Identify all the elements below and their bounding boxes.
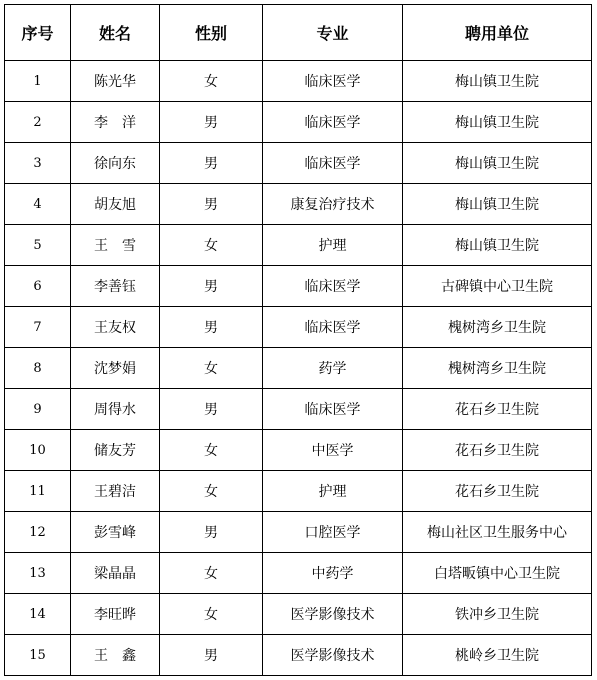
- table-row: [5, 266, 592, 307]
- table-row: [5, 594, 592, 635]
- cell-name: 胡友旭: [71, 184, 160, 225]
- cell-employer: 白塔畈镇中心卫生院: [403, 553, 592, 594]
- cell-employer: 梅山镇卫生院: [403, 102, 592, 143]
- cell-major: 临床医学: [263, 143, 403, 184]
- cell-index: 7: [5, 307, 71, 348]
- header-gender: 性别: [160, 5, 263, 61]
- cell-gender: 男: [160, 266, 263, 307]
- cell-gender: 女: [160, 471, 263, 512]
- cell-employer: 古碑镇中心卫生院: [403, 266, 592, 307]
- cell-employer: 花石乡卫生院: [403, 471, 592, 512]
- cell-gender: 女: [160, 348, 263, 389]
- cell-gender: 女: [160, 594, 263, 635]
- table-header: [5, 5, 592, 61]
- table-row: [5, 635, 592, 676]
- table-row: [5, 553, 592, 594]
- table-row: [5, 184, 592, 225]
- cell-name: 陈光华: [71, 61, 160, 102]
- header-index: 序号: [5, 5, 71, 61]
- cell-index: 1: [5, 61, 71, 102]
- cell-index: 6: [5, 266, 71, 307]
- cell-gender: 女: [160, 61, 263, 102]
- cell-gender: 女: [160, 430, 263, 471]
- cell-major: 临床医学: [263, 61, 403, 102]
- table-row: [5, 61, 592, 102]
- cell-name: 李善钰: [71, 266, 160, 307]
- cell-index: 10: [5, 430, 71, 471]
- cell-name: 李旺晔: [71, 594, 160, 635]
- cell-index: 8: [5, 348, 71, 389]
- cell-gender: 女: [160, 553, 263, 594]
- cell-name: 李 洋: [71, 102, 160, 143]
- cell-index: 4: [5, 184, 71, 225]
- cell-employer: 花石乡卫生院: [403, 389, 592, 430]
- cell-index: 2: [5, 102, 71, 143]
- cell-major: 临床医学: [263, 389, 403, 430]
- cell-major: 临床医学: [263, 307, 403, 348]
- cell-employer: 花石乡卫生院: [403, 430, 592, 471]
- cell-index: 15: [5, 635, 71, 676]
- cell-employer: 梅山社区卫生服务中心: [403, 512, 592, 553]
- table-row: [5, 225, 592, 266]
- cell-gender: 男: [160, 389, 263, 430]
- cell-gender: 男: [160, 635, 263, 676]
- cell-major: 中药学: [263, 553, 403, 594]
- header-employer: 聘用单位: [403, 5, 592, 61]
- table-row: [5, 143, 592, 184]
- cell-employer: 梅山镇卫生院: [403, 225, 592, 266]
- cell-employer: 梅山镇卫生院: [403, 61, 592, 102]
- cell-employer: 桃岭乡卫生院: [403, 635, 592, 676]
- cell-name: 周得水: [71, 389, 160, 430]
- table-row: [5, 430, 592, 471]
- hiring-roster-table: [4, 4, 592, 676]
- cell-name: 梁晶晶: [71, 553, 160, 594]
- table-row: [5, 102, 592, 143]
- table-row: [5, 471, 592, 512]
- header-name: 姓名: [71, 5, 160, 61]
- header-row: [5, 5, 592, 61]
- cell-major: 医学影像技术: [263, 594, 403, 635]
- cell-employer: 槐树湾乡卫生院: [403, 307, 592, 348]
- cell-employer: 槐树湾乡卫生院: [403, 348, 592, 389]
- cell-major: 口腔医学: [263, 512, 403, 553]
- table-row: [5, 512, 592, 553]
- cell-name: 储友芳: [71, 430, 160, 471]
- cell-index: 13: [5, 553, 71, 594]
- cell-gender: 男: [160, 184, 263, 225]
- cell-index: 9: [5, 389, 71, 430]
- cell-major: 中医学: [263, 430, 403, 471]
- cell-major: 护理: [263, 225, 403, 266]
- cell-name: 徐向东: [71, 143, 160, 184]
- cell-index: 11: [5, 471, 71, 512]
- cell-index: 5: [5, 225, 71, 266]
- cell-name: 王 鑫: [71, 635, 160, 676]
- cell-major: 药学: [263, 348, 403, 389]
- table-row: [5, 307, 592, 348]
- cell-name: 王碧洁: [71, 471, 160, 512]
- cell-name: 王 雪: [71, 225, 160, 266]
- cell-gender: 男: [160, 307, 263, 348]
- cell-employer: 梅山镇卫生院: [403, 184, 592, 225]
- cell-major: 康复治疗技术: [263, 184, 403, 225]
- cell-index: 3: [5, 143, 71, 184]
- cell-index: 12: [5, 512, 71, 553]
- cell-index: 14: [5, 594, 71, 635]
- cell-gender: 男: [160, 143, 263, 184]
- cell-major: 临床医学: [263, 102, 403, 143]
- cell-major: 医学影像技术: [263, 635, 403, 676]
- cell-name: 王友权: [71, 307, 160, 348]
- cell-employer: 梅山镇卫生院: [403, 143, 592, 184]
- table-body: [5, 61, 592, 676]
- cell-name: 沈梦娟: [71, 348, 160, 389]
- cell-gender: 男: [160, 102, 263, 143]
- cell-major: 护理: [263, 471, 403, 512]
- cell-gender: 男: [160, 512, 263, 553]
- cell-name: 彭雪峰: [71, 512, 160, 553]
- header-major: 专业: [263, 5, 403, 61]
- cell-employer: 铁冲乡卫生院: [403, 594, 592, 635]
- cell-gender: 女: [160, 225, 263, 266]
- cell-major: 临床医学: [263, 266, 403, 307]
- table-row: [5, 348, 592, 389]
- table-row: [5, 389, 592, 430]
